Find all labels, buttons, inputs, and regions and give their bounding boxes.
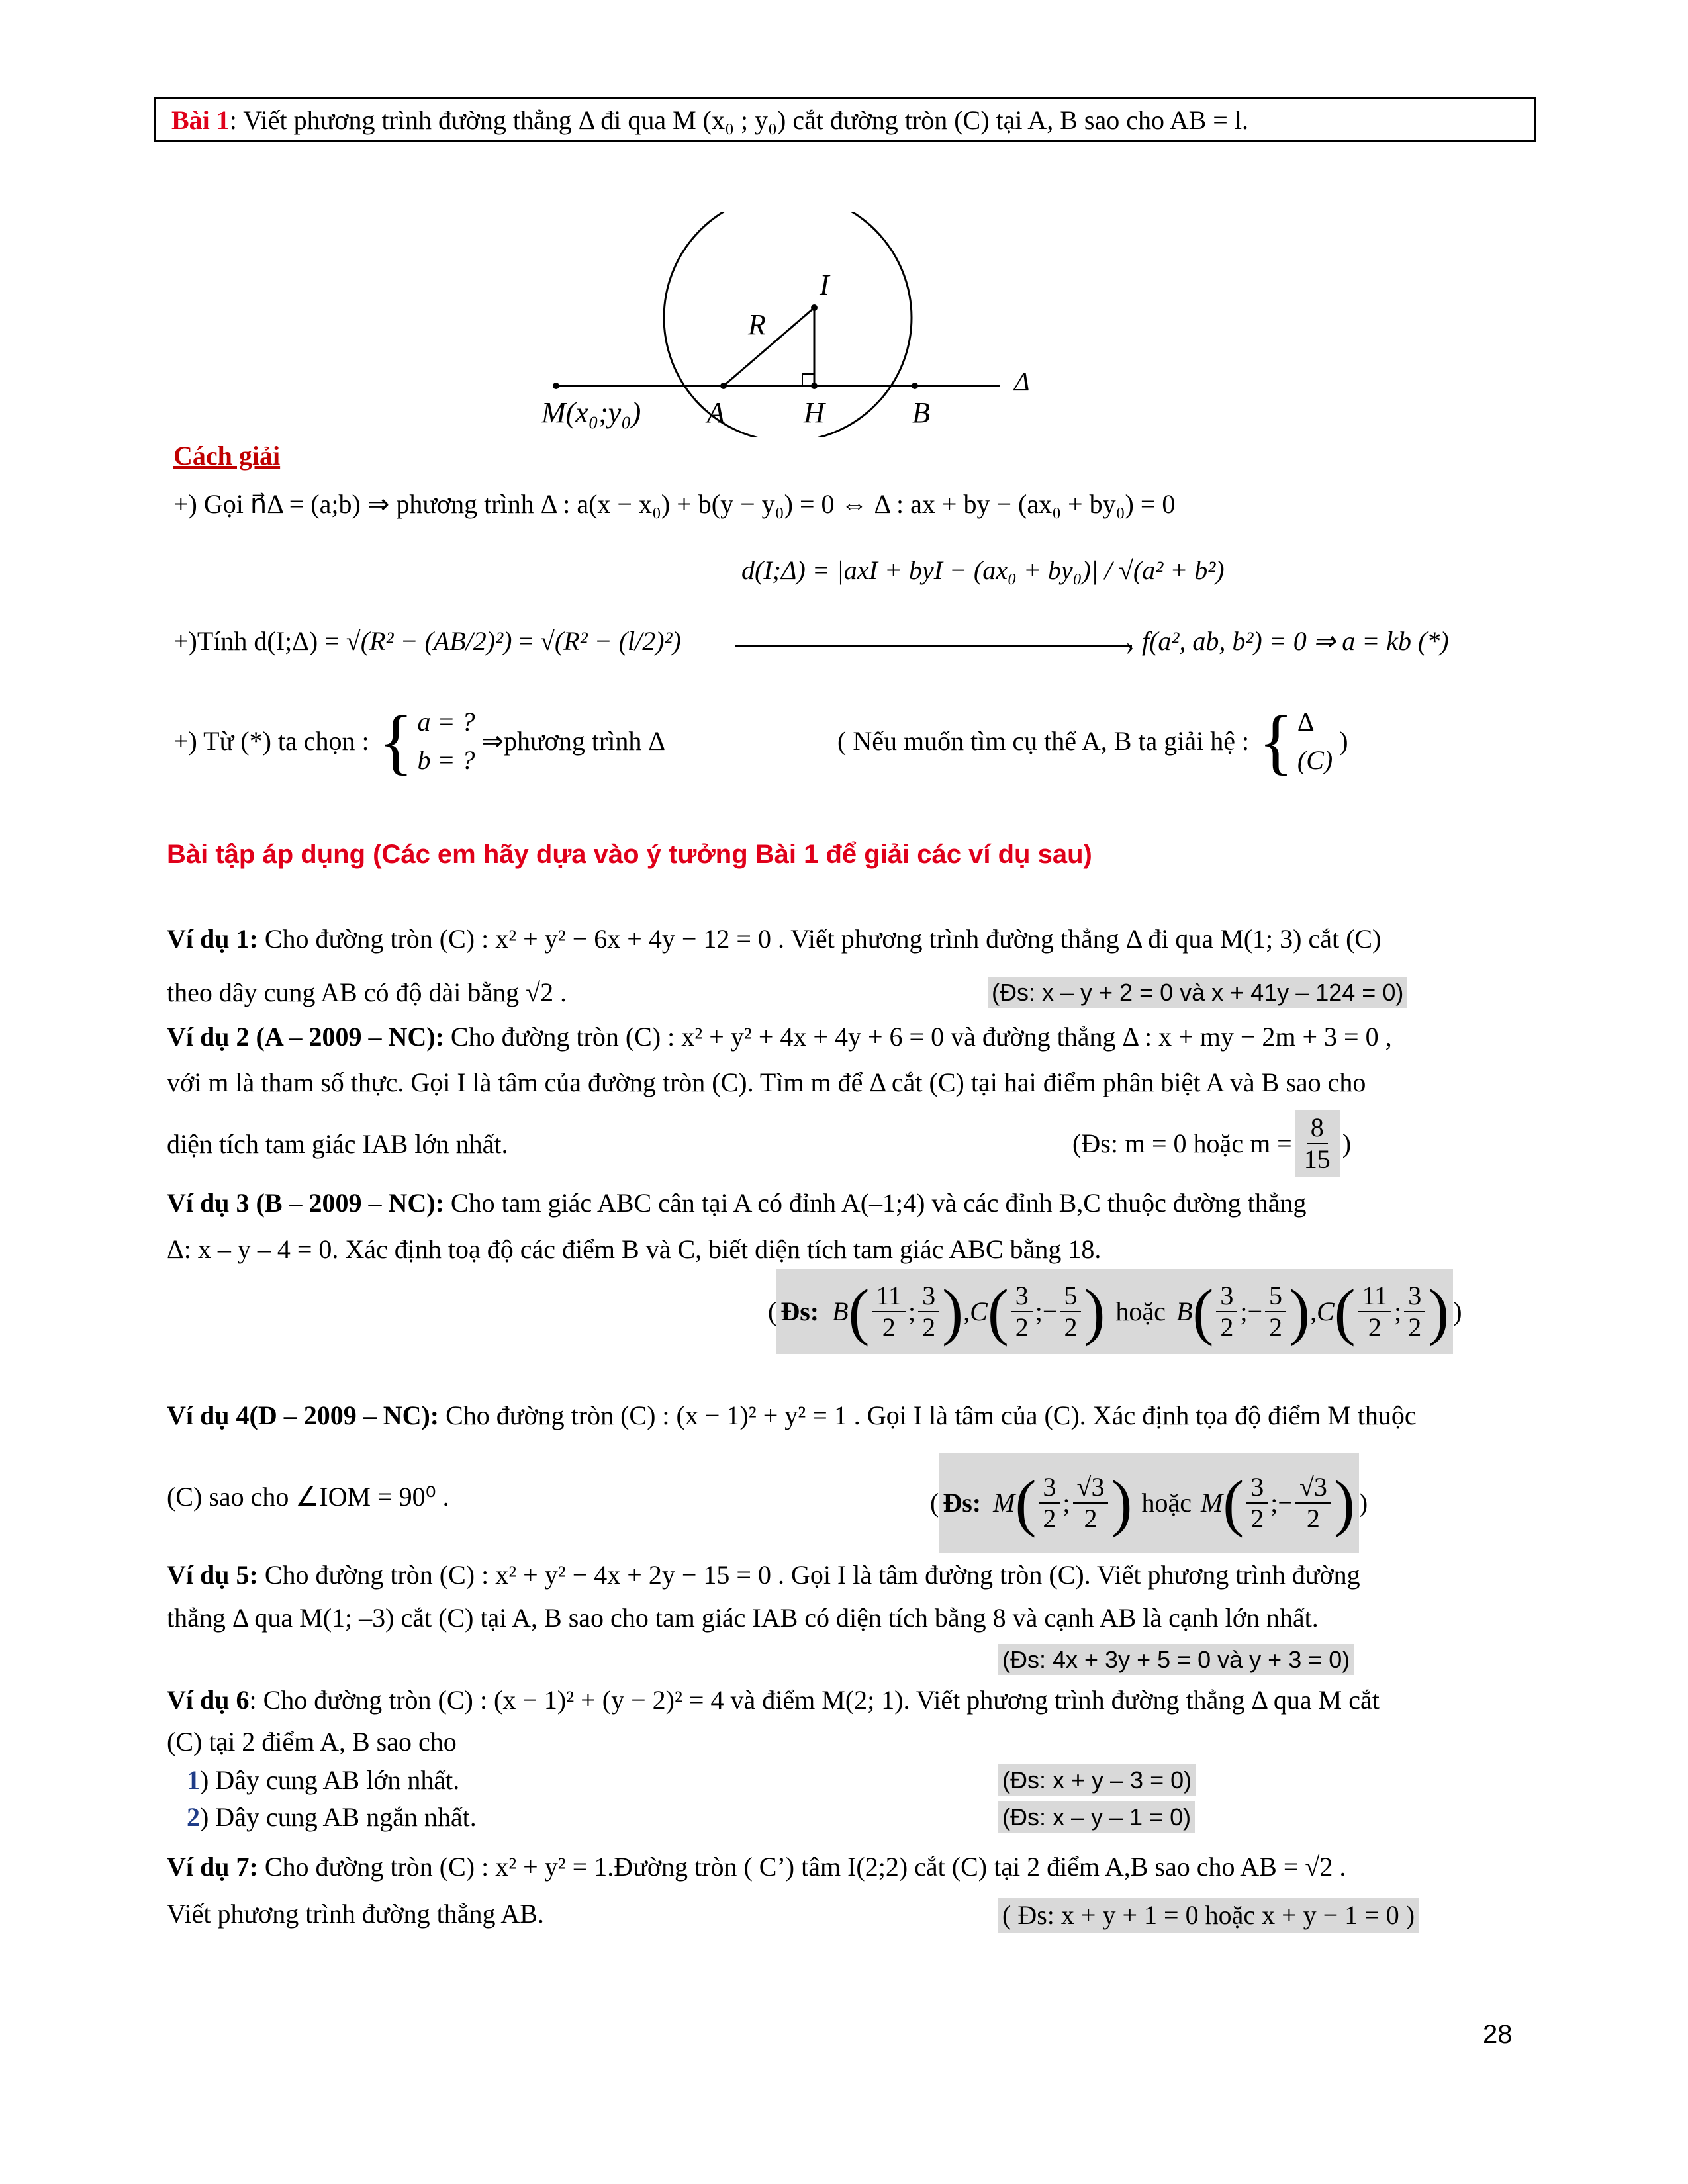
brace-icon: { xyxy=(1258,701,1293,782)
c2-n1: 11 xyxy=(1358,1281,1392,1312)
example-4-hoac: hoặc xyxy=(1141,1488,1192,1518)
item-1-number: 1 xyxy=(187,1765,200,1795)
example-5-answer: (Đs: 4x + 3y + 5 = 0 và y + 3 = 0) xyxy=(998,1644,1354,1675)
example-4-ans-ds: Đs: xyxy=(943,1488,982,1518)
point-i xyxy=(811,304,818,311)
point-h xyxy=(811,383,818,389)
example-2-line-3: diện tích tam giác IAB lớn nhất. xyxy=(167,1129,508,1159)
example-2-line-2: với m là tham số thực. Gọi I là tâm của đường tròn (C). Tìm m để Δ cắt (C) tại hai điểm phân biệt A và B sao cho xyxy=(167,1068,1366,1097)
step2-eq: = xyxy=(518,626,534,656)
example-6-item-2-answer: (Đs: x – y – 1 = 0) xyxy=(998,1801,1195,1833)
example-2-ans-num: 8 xyxy=(1307,1113,1328,1144)
point-a xyxy=(720,383,727,389)
example-3-hoac: hoặc xyxy=(1115,1297,1166,1326)
example-6-item-1 xyxy=(187,1764,459,1796)
example-3-ans-ds: Đs: xyxy=(780,1297,820,1326)
example-6-text-1: : Cho đường tròn (C) : (x − 1)² + (y − 2)² = 4 và điểm M(2; 1). Viết phương trình đường thẳng Δ qua M cắt xyxy=(249,1685,1380,1715)
step2-sqrt-l: √(R² − (l/2)²) xyxy=(539,626,681,656)
distance-arrow xyxy=(735,645,1132,647)
example-5-line-1 xyxy=(167,1559,1360,1591)
problem-statement: : Viết phương trình đường thẳng Δ đi qua M (x₀ ; y₀) cắt đường tròn (C) tại A, B sao cho AB = l. xyxy=(229,105,1248,135)
example-2-ans-suffix: ) xyxy=(1342,1128,1352,1158)
example-4-ans-close: ) xyxy=(1358,1488,1368,1518)
example-6-item-1-answer: (Đs: x + y – 3 = 0) xyxy=(998,1764,1196,1796)
example-5-text-1: Cho đường tròn (C) : x² + y² − 4x + 2y − 15 = 0 . Gọi I là tâm đường tròn (C). Viết phương trình đường xyxy=(264,1560,1360,1590)
solution-step-1: +) Gọi n⃗Δ = (a;b) ⇒ phương trình Δ : a(x − x₀) + b(y − y₀) = 0 ⇔ Δ : ax + by − (ax₀ + by₀) = 0 xyxy=(173,489,1176,519)
label-i: I xyxy=(820,269,829,301)
c2-d1: 2 xyxy=(1368,1312,1382,1342)
example-1-label: Ví dụ 1: xyxy=(167,924,258,954)
example-6-line-2: (C) tại 2 điểm A, B sao cho xyxy=(167,1727,457,1756)
arrow-head: › xyxy=(1125,631,1135,660)
example-3-ans-close: ) xyxy=(1453,1297,1462,1326)
example-4-text-1: Cho đường tròn (C) : (x − 1)² + y² = 1 . Gọi I là tâm của (C). Xác định tọa độ điểm M thuộc xyxy=(445,1400,1417,1430)
label-m: M(x₀;y₀) xyxy=(541,396,641,429)
example-7-label: Ví dụ 7: xyxy=(167,1852,258,1882)
example-1-line-1 xyxy=(167,923,1381,955)
m1-d2: 2 xyxy=(1084,1504,1098,1533)
m2-n1: 3 xyxy=(1246,1472,1268,1504)
example-4-ans-box: Đs: M ( $\frac{3}{2}$ ; $\frac{√3}{2}$ ) hoặc M ( $\frac{3}{2}$ ;− $\frac{√3}{2}$ ) xyxy=(939,1453,1359,1553)
step3-close: ) xyxy=(1339,726,1348,756)
radius-r xyxy=(724,308,814,386)
example-3-c1: ,C xyxy=(963,1297,988,1326)
b2-d1: 2 xyxy=(1220,1312,1234,1342)
example-4-ans-open: ( xyxy=(930,1488,939,1518)
step3-sys-delta: Δ xyxy=(1297,707,1315,737)
label-a: A xyxy=(707,396,725,429)
b1-d2: 2 xyxy=(922,1312,936,1342)
example-5-line-2: thẳng Δ qua M(1; –3) cắt (C) tại A, B sao cho tam giác IAB có diện tích bằng 8 và cạnh AB là cạnh lớn nhất. xyxy=(167,1603,1319,1633)
step2-prefix: +)Tính d(I;Δ) = xyxy=(173,626,340,656)
example-6-item-2 xyxy=(187,1801,477,1833)
example-2-ans-prefix: (Đs: m = 0 hoặc m = xyxy=(1072,1128,1292,1158)
example-3-ans-open: ( xyxy=(768,1297,777,1326)
example-1-text-1: Cho đường tròn (C) : x² + y² − 6x + 4y − 12 = 0 . Viết phương trình đường thẳng Δ đi qua M(1; 3) cắt (C) xyxy=(264,924,1382,954)
m2-d1: 2 xyxy=(1250,1504,1264,1533)
solution-step-3 xyxy=(173,702,665,781)
step3-note xyxy=(837,702,1348,781)
m1-d1: 2 xyxy=(1043,1504,1056,1533)
problem-title-box xyxy=(154,97,1536,142)
step3-note-text: ( Nếu muốn tìm cụ thể A, B ta giải hệ : xyxy=(837,726,1250,756)
example-3-text-1: Cho tam giác ABC cân tại A có đỉnh A(–1;4) và các đỉnh B,C thuộc đường thẳng xyxy=(450,1188,1307,1218)
brace-icon: { xyxy=(378,701,414,782)
example-3-label: Ví dụ 3 (B – 2009 – NC): xyxy=(167,1188,444,1218)
example-4-line-2: (C) sao cho ∠IOM = 90⁰ . xyxy=(167,1482,449,1512)
example-4-label: Ví dụ 4(D – 2009 – NC): xyxy=(167,1400,440,1430)
example-5-label: Ví dụ 5: xyxy=(167,1560,258,1590)
problem-title xyxy=(171,105,1248,136)
c1-d2: 2 xyxy=(1064,1312,1078,1342)
c1-d1: 2 xyxy=(1015,1312,1029,1342)
label-r: R xyxy=(748,308,766,341)
step3-b: b = ? xyxy=(417,745,475,775)
step2-result: f(a², ab, b²) = 0 ⇒ a = kb (*) xyxy=(1142,626,1449,656)
c2-d2: 2 xyxy=(1408,1312,1422,1342)
c1-n2: 5 xyxy=(1060,1281,1081,1312)
b1-d1: 2 xyxy=(882,1312,896,1342)
b1-n2: 3 xyxy=(918,1281,939,1312)
step3-suffix: ⇒phương trình Δ xyxy=(481,726,666,756)
example-4-line-1 xyxy=(167,1400,1417,1432)
example-6-label: Ví dụ 6 xyxy=(167,1685,250,1715)
example-1-line-2: theo dây cung AB có độ dài bằng √2 . xyxy=(167,978,567,1007)
b2-d2: 2 xyxy=(1269,1312,1283,1342)
example-3-c2: ,C xyxy=(1309,1297,1335,1326)
exercises-heading: Bài tập áp dụng (Các em hãy dựa vào ý tưởng Bài 1 để giải các ví dụ sau) xyxy=(167,840,1092,869)
point-m xyxy=(553,383,559,389)
example-3-ans-box: Đs: B ( $\frac{11}{2}$ ; $\frac{3}{2}$ ) ,C ( $\frac{3}{2}$ ;− $\frac{5}{2}$ ) hoặc B ( $\frac{3}{2}$ ;− $\frac{5}{2}$ ) ,C ( $\frac{11}{2}$ ; $\frac{3}{2}$ ) xyxy=(776,1269,1453,1354)
example-6-line-1 xyxy=(167,1684,1380,1716)
step3-note-system xyxy=(1258,703,1333,780)
example-3-line-1 xyxy=(167,1187,1307,1219)
example-1-answer: (Đs: x – y + 2 = 0 và x + 41y – 124 = 0) xyxy=(988,977,1407,1008)
example-2-answer xyxy=(1072,1104,1351,1183)
example-2-text-1: Cho đường tròn (C) : x² + y² + 4x + 4y + 6 = 0 và đường thẳng Δ : x + my − 2m + 3 = 0 , xyxy=(450,1022,1392,1052)
solution-step-2 xyxy=(173,625,681,657)
problem-label: Bài 1 xyxy=(171,105,230,135)
m1-n2: √3 xyxy=(1073,1472,1109,1504)
point-b xyxy=(912,383,918,389)
b1-n1: 11 xyxy=(872,1281,906,1312)
solution-heading: Cách giải xyxy=(173,441,281,471)
example-7-text-1: Cho đường tròn (C) : x² + y² = 1.Đường tròn ( C’) tâm I(2;2) cắt (C) tại 2 điểm A,B sao cho AB = √2 . xyxy=(264,1852,1346,1882)
item-2-text: ) Dây cung AB ngắn nhất. xyxy=(200,1802,477,1832)
c2-n2: 3 xyxy=(1404,1281,1425,1312)
page-number: 28 xyxy=(1483,2020,1513,2049)
step3-sys-c: (C) xyxy=(1297,745,1333,775)
step3-prefix: +) Từ (*) ta chọn : xyxy=(173,726,369,756)
c1-n1: 3 xyxy=(1011,1281,1033,1312)
label-h: H xyxy=(804,396,825,429)
step2-sqrt-ab: √(R² − (AB/2)²) xyxy=(346,626,512,656)
example-4-m2: M xyxy=(1200,1488,1223,1518)
example-2-line-1 xyxy=(167,1021,1392,1053)
example-7-line-2: Viết phương trình đường thẳng AB. xyxy=(167,1899,544,1929)
b2-n1: 3 xyxy=(1216,1281,1237,1312)
circle-c xyxy=(664,212,912,437)
m1-n1: 3 xyxy=(1039,1472,1060,1504)
distance-formula: d(I;Δ) = |axI + byI − (ax₀ + by₀)| / √(a² + b²) xyxy=(741,555,1225,585)
example-3-b2: B xyxy=(1176,1297,1193,1326)
label-delta: Δ xyxy=(1014,367,1030,396)
example-3-line-2: Δ: x – y – 4 = 0. Xác định toạ độ các điểm B và C, biết diện tích tam giác ABC bằng 18. xyxy=(167,1234,1102,1264)
circle-figure xyxy=(530,212,1059,437)
example-4-answer xyxy=(930,1453,1368,1553)
m2-d2: 2 xyxy=(1306,1504,1320,1533)
example-7-line-1 xyxy=(167,1851,1346,1883)
example-3-answer xyxy=(768,1269,1462,1354)
example-3-b1: B xyxy=(832,1297,849,1326)
example-2-ans-den: 15 xyxy=(1303,1144,1331,1174)
b2-n2: 5 xyxy=(1265,1281,1286,1312)
item-2-number: 2 xyxy=(187,1802,200,1832)
example-7-answer: ( Đs: x + y + 1 = 0 hoặc x + y − 1 = 0 ) xyxy=(998,1898,1419,1933)
label-b: B xyxy=(912,396,930,429)
step3-a: a = ? xyxy=(417,707,475,737)
step3-system xyxy=(379,703,475,780)
example-2-label: Ví dụ 2 (A – 2009 – NC): xyxy=(167,1022,444,1052)
example-4-m1: M xyxy=(993,1488,1015,1518)
item-1-text: ) Dây cung AB lớn nhất. xyxy=(200,1765,460,1795)
m2-n2: √3 xyxy=(1295,1472,1331,1504)
example-2-ans-fraction xyxy=(1295,1110,1340,1177)
